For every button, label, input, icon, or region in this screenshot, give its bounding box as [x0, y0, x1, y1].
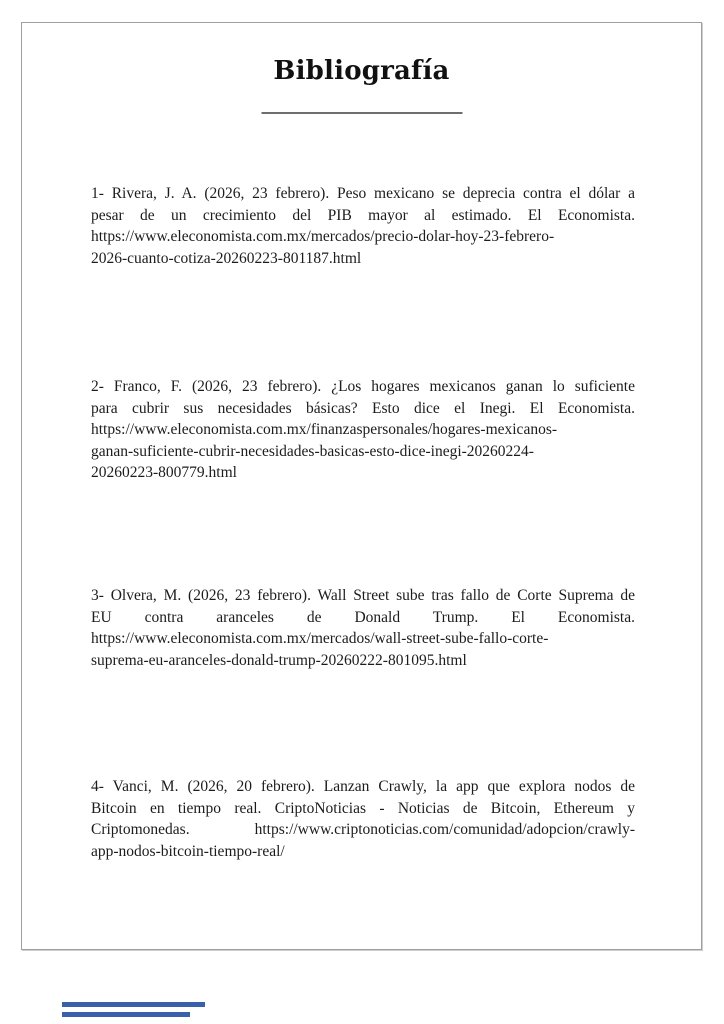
bib-entry-line: para cubrir sus necesidades básicas? Esto dice el Inegi. El Economista. — [91, 399, 635, 417]
bib-entry-line: ganan-suficiente-cubrir-necesidades-basicas-esto-dice-inegi-20260224- — [91, 442, 534, 460]
bibliography-entry — [91, 776, 635, 862]
bib-entry-line: 2- Franco, F. (2026, 23 febrero). ¿Los hogares mexicanos ganan lo suficiente — [91, 378, 635, 395]
bibliography-entry — [91, 183, 635, 269]
bib-entry-line: https://www.eleconomista.com.mx/finanzaspersonales/hogares-mexicanos- — [91, 421, 558, 438]
bib-entry-line: https://www.eleconomista.com.mx/mercados/wall-street-sube-fallo-corte- — [91, 630, 549, 647]
next-page-clipped-link-line[interactable] — [62, 1012, 190, 1017]
bib-entry-line: 3- Olvera, M. (2026, 23 febrero). Wall Street sube tras fallo de Corte Suprema de — [91, 587, 635, 604]
bib-entry-line: 4- Vanci, M. (2026, 20 febrero). Lanzan Crawly, la app que explora nodos de — [91, 778, 635, 795]
next-page-clipped-link-line[interactable] — [62, 1002, 205, 1007]
bib-entry-line: suprema-eu-aranceles-donald-trump-20260222-801095.html — [91, 651, 467, 669]
bib-entry-line: 20260223-800779.html — [91, 464, 237, 481]
bibliography-entry — [91, 376, 635, 484]
bib-entry-line: pesar de un crecimiento del PIB mayor al estimado. El Economista. — [91, 206, 635, 224]
bib-entry-line: https://www.eleconomista.com.mx/mercados/precio-dolar-hoy-23-febrero- — [91, 228, 555, 245]
document-page — [21, 22, 702, 950]
bib-entry-line: EU contra aranceles de Donald Trump. El Economista. — [91, 608, 635, 626]
bib-entry-line: Criptomonedas. https://www.criptonoticias.com/comunidad/adopcion/crawly- — [91, 821, 635, 838]
bibliography-entry — [91, 585, 635, 671]
bib-entry-line: 2026-cuanto-cotiza-20260223-801187.html — [91, 249, 362, 267]
bib-entry-line: app-nodos-bitcoin-tiempo-real/ — [91, 842, 285, 860]
bib-entry-line: 1- Rivera, J. A. (2026, 23 febrero). Peso mexicano se deprecia contra el dólar a — [91, 185, 635, 202]
bib-entry-line: Bitcoin en tiempo real. CriptoNoticias - Noticias de Bitcoin, Ethereum y — [91, 799, 635, 817]
title-divider — [261, 112, 462, 114]
page-title: Bibliografía — [273, 56, 450, 86]
